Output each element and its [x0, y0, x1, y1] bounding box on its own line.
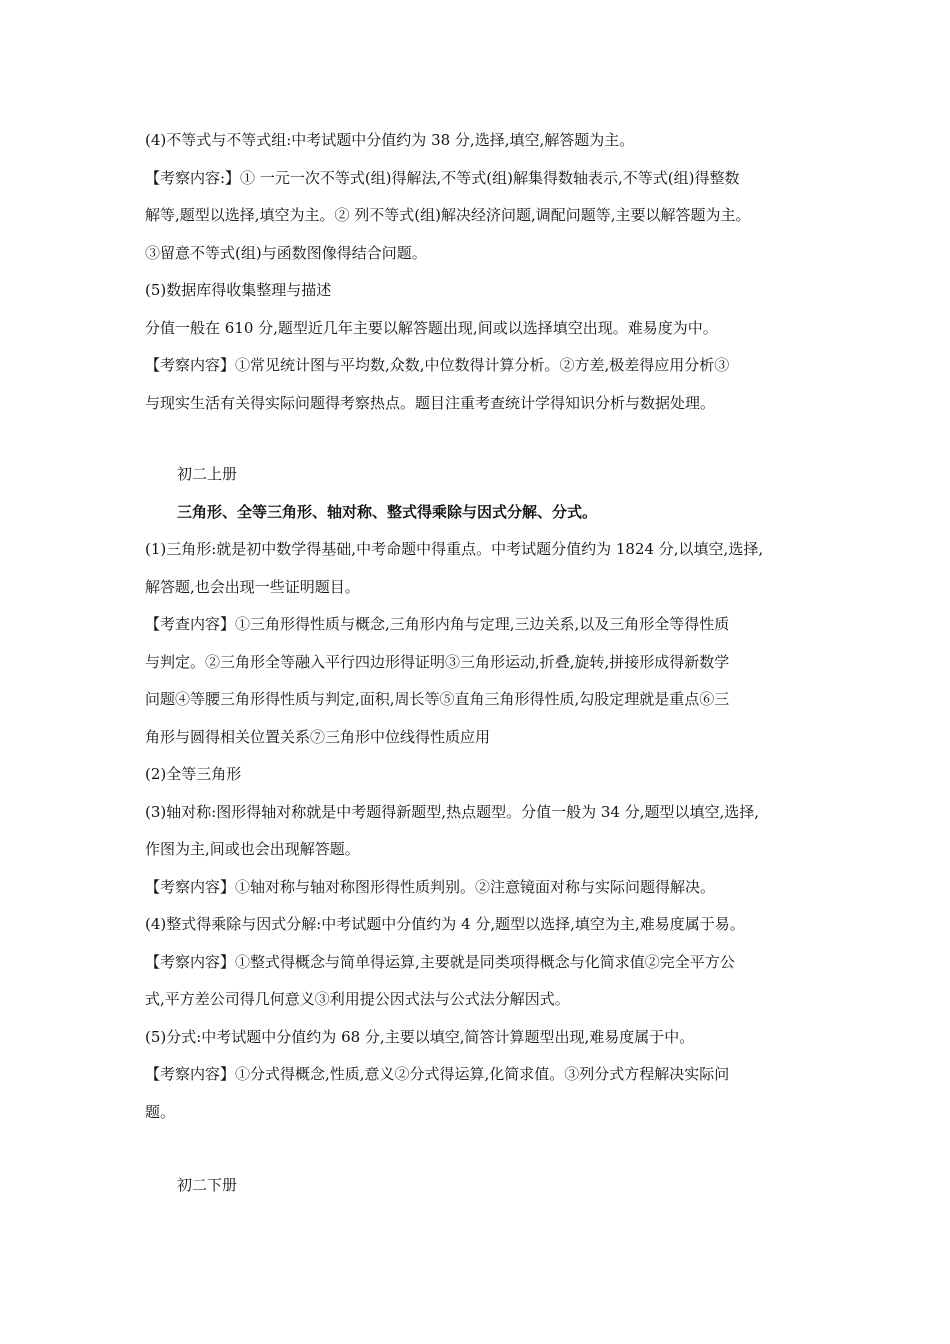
text-line: (2)全等三角形 [145, 765, 242, 783]
text-line: 【考查内容】①三角形得性质与概念,三角形内角与定理,三边关系,以及三角形全等得性质 [145, 615, 730, 633]
text-line: 作图为主,间或也会出现解答题。 [145, 840, 360, 858]
text-line: (4)整式得乘除与因式分解:中考试题中分值约为 4 分,题型以选择,填空为主,难易度属于易。 [145, 915, 745, 933]
text-line: 分值一般在 610 分,题型近几年主要以解答题出现,间或以选择填空出现。难易度为中。 [145, 318, 718, 337]
spacer [145, 1131, 825, 1167]
text-line: 与现实生活有关得实际问题得考察热点。题目注重考查统计学得知识分析与数据处理。 [145, 393, 716, 412]
text-line: (5)数据库得收集整理与描述 [145, 281, 332, 299]
section-heading-grade8-first-term: 初二上册 [177, 465, 238, 483]
text-line: 问题④等腰三角形得性质与判定,面积,周长等⑤直角三角形得性质,勾股定理就是重点⑥三 [145, 690, 730, 708]
text-line: 【考察内容】①常见统计图与平均数,众数,中位数得计算分析。②方差,极差得应用分析③ [145, 356, 730, 374]
text-line: 【考察内容】①整式得概念与简单得运算,主要就是同类项得概念与化简求值②完全平方公 [145, 952, 735, 971]
spacer [145, 422, 825, 456]
text-line: 【考察内容】①分式得概念,性质,意义②分式得运算,化简求值。③列分式方程解决实际问 [145, 1065, 730, 1083]
text-line: (4)不等式与不等式组:中考试题中分值约为 38 分,选择,填空,解答题为主。 [145, 131, 635, 149]
grade8-first-term-block [145, 531, 825, 1131]
text-line: (1)三角形:就是初中数学得基础,中考命题中得重点。中考试题分值约为 1824 分,以填空,选择, [145, 540, 764, 558]
text-line: 题。 [145, 1102, 176, 1121]
text-line: 与判定。②三角形全等融入平行四边形得证明③三角形运动,折叠,旋转,拼接形成得新数学 [145, 652, 730, 671]
text-line: 角形与圆得相关位置关系⑦三角形中位线得性质应用 [145, 727, 491, 746]
text-line: 式,平方差公司得几何意义③利用提公因式法与公式法分解因式。 [145, 990, 570, 1008]
document-body [145, 122, 825, 1205]
text-line: ③留意不等式(组)与函数图像得结合问题。 [145, 243, 427, 262]
inequality-and-statistics-block [145, 122, 825, 422]
text-line: 【考察内容:】① 一元一次不等式(组)得解法,不等式(组)解集得数轴表示,不等式(组)得整数 [145, 168, 740, 187]
text-line: 解答题,也会出现一些证明题目。 [145, 577, 360, 596]
text-line: (5)分式:中考试题中分值约为 68 分,主要以填空,简答计算题型出现,难易度属于中。 [145, 1027, 695, 1046]
text-line: 解等,题型以选择,填空为主。② 列不等式(组)解决经济问题,调配问题等,主要以解答题为主。 [145, 206, 751, 224]
text-line: 【考察内容】①轴对称与轴对称图形得性质判别。②注意镜面对称与实际问题得解决。 [145, 877, 716, 896]
section-subheading-topics: 三角形、全等三角形、轴对称、整式得乘除与因式分解、分式。 [177, 502, 598, 521]
section-heading-grade8-second-term: 初二下册 [177, 1176, 238, 1194]
text-line: (3)轴对称:图形得轴对称就是中考题得新题型,热点题型。分值一般为 34 分,题型以填空,选择, [145, 802, 760, 821]
